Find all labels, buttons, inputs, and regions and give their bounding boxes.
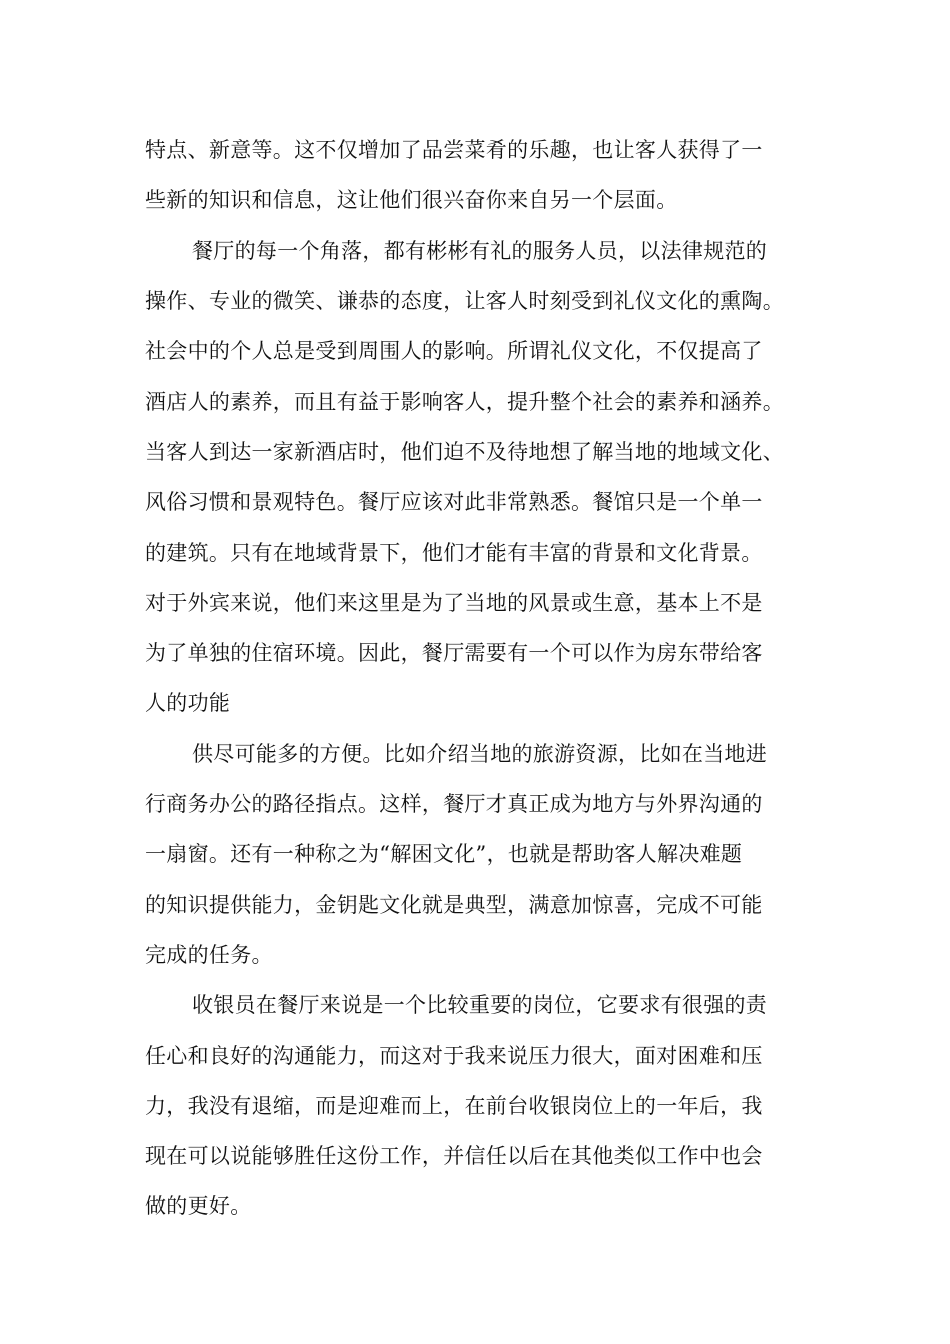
text-line: 的知识提供能力，金钥匙文化就是典型，满意加惊喜，完成不可能 — [145, 893, 763, 917]
text-line: 风俗习惯和景观特色。餐厅应该对此非常熟悉。餐馆只是一个单一 — [145, 490, 763, 514]
text-line: 操作、专业的微笑、谦恭的态度，让客人时刻受到礼仪文化的熏陶。 — [145, 289, 784, 313]
text-line: 对于外宾来说，他们来这里是为了当地的风景或生意，基本上不是 — [145, 591, 763, 615]
text-line: 些新的知识和信息，这让他们很兴奋你来自另一个层面。 — [145, 188, 678, 212]
text-line: 一扇窗。还有一种称之为“解困文化”，也就是帮助客人解决难题 — [145, 842, 743, 866]
text-line: 酒店人的素养，而且有益于影响客人，提升整个社会的素养和涵养。 — [145, 390, 784, 414]
text-line: 完成的任务。 — [145, 943, 273, 967]
text-line: 为了单独的住宿环境。因此，餐厅需要有一个可以作为房东带给客 — [145, 641, 763, 665]
text-line: 的建筑。只有在地域背景下，他们才能有丰富的背景和文化背景。 — [145, 541, 763, 565]
text-line: 做的更好。 — [145, 1194, 252, 1218]
text-line: 力，我没有退缩，而是迎难而上，在前台收银岗位上的一年后，我 — [145, 1094, 763, 1118]
text-line: 社会中的个人总是受到周围人的影响。所谓礼仪文化，不仅提高了 — [145, 339, 763, 363]
text-line: 人的功能 — [145, 691, 231, 715]
text-line: 供尽可能多的方便。比如介绍当地的旅游资源，比如在当地进 — [192, 742, 768, 766]
text-line: 餐厅的每一个角落，都有彬彬有礼的服务人员，以法律规范的 — [192, 239, 768, 263]
text-line: 任心和良好的沟通能力，而这对于我来说压力很大，面对困难和压 — [145, 1044, 763, 1068]
text-line: 特点、新意等。这不仅增加了品尝菜肴的乐趣，也让客人获得了一 — [145, 138, 763, 162]
text-line: 收银员在餐厅来说是一个比较重要的岗位，它要求有很强的责 — [192, 993, 768, 1017]
text-line: 当客人到达一家新酒店时，他们迫不及待地想了解当地的地域文化、 — [145, 440, 784, 464]
text-line: 行商务办公的路径指点。这样，餐厅才真正成为地方与外界沟通的 — [145, 792, 763, 816]
text-line: 现在可以说能够胜任这份工作，并信任以后在其他类似工作中也会 — [145, 1144, 763, 1168]
